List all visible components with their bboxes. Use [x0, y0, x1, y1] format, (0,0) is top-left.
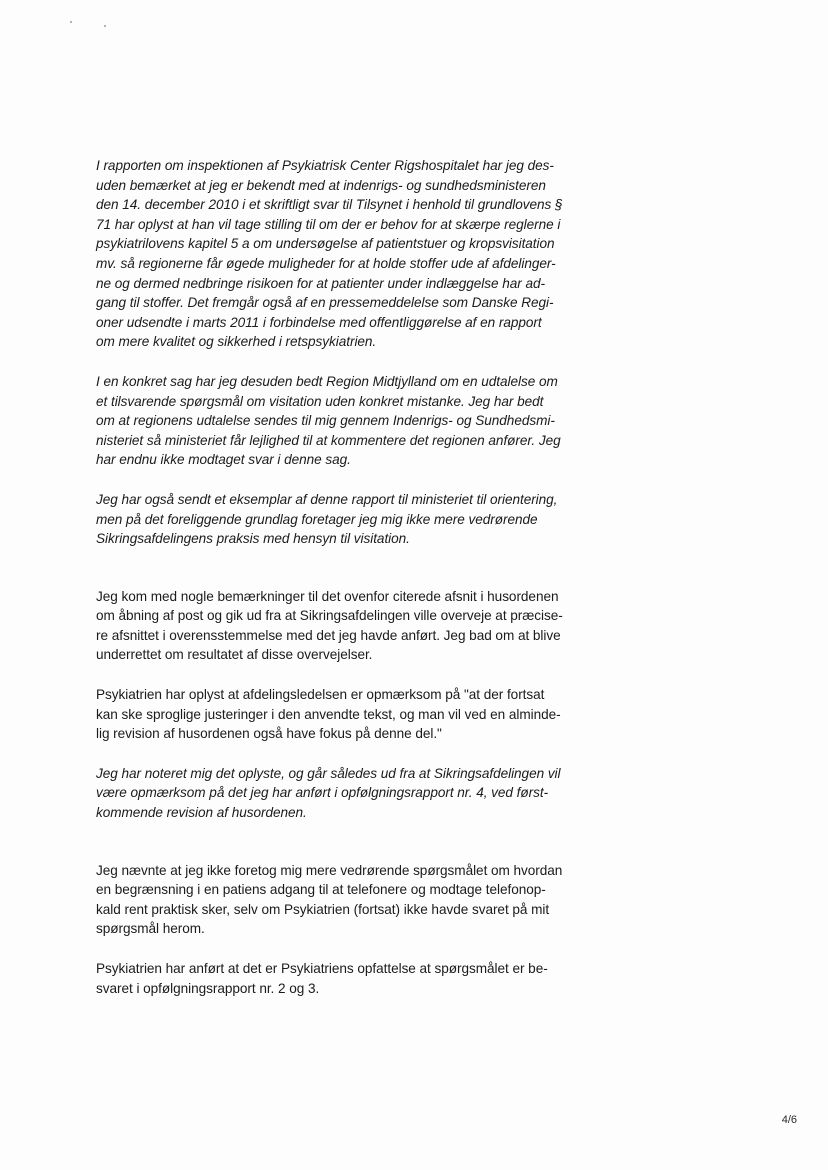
paragraph-mail-remarks: Jeg kom med nogle bemærkninger til det ovenfor citerede afsnit i husordenen om åbning af post og gik ud fra at Sikringsafdelingen ville overveje at præcise- re afsnittet i overensstemmelse med det jeg havde anført. Jeg bad om at blive underrettet om resultatet af disse overvejelser.: [96, 588, 563, 663]
scan-speck: [70, 21, 72, 23]
paragraph-psychiatry-response: Psykiatrien har oplyst at afdelingsledelsen er opmærksom på "at der fortsat kan ske sproglige justeringer i den anvendte tekst, og man vil ved en alminde- lig revision af husordenen også have fokus på denne del.": [96, 687, 561, 742]
paragraph-followup-answered: Psykiatrien har anført at det er Psykiatriens opfattelse at spørgsmålet er be- svaret i opfølgningsrapport nr. 2 og 3.: [96, 961, 548, 996]
paragraph-region-midtjylland: I en konkret sag har jeg desuden bedt Region Midtjylland om en udtalelse om et tilsvarende spørgsmål om visitation uden konkret mistanke. Jeg har bedt om at regionens udtalelse sendes til mig gennem Indenrigs- og Sundhedsmi- nisteriet så ministeriet får lejlighed til at kommentere det regionen anfører. Jeg har endnu ikke modtaget svar i denne sag.: [96, 373, 561, 468]
page-number: 4/6: [781, 1114, 797, 1126]
paragraph-report-sent: Jeg har også sendt et eksemplar af denne rapport til ministeriet til orientering, men på det foreliggende grundlag foretager jeg mig ikke mere vedrørende Sikringsafdelingens praksis med hensyn til visitation.: [96, 491, 558, 547]
paragraph-telephone: Jeg nævnte at jeg ikke foretog mig mere vedrørende spørgsmålet om hvordan en begrænsning i en patiens adgang til at telefonere og modtage telefonop- kald rent praktisk sker, selv om Psykiatrien (fortsat) ikke havde svaret på mit spørgsmål herom.: [96, 862, 563, 937]
paragraph-noted: Jeg har noteret mig det oplyste, og går således ud fra at Sikringsafdelingen vil være opmærksom på det jeg har anført i opfølgningsrapport nr. 4, ved først- kommende revision af husordenen.: [96, 765, 561, 821]
scan-speck: [104, 25, 106, 27]
paragraph-ministry-statement: I rapporten om inspektionen af Psykiatrisk Center Rigshospitalet har jeg des- uden bemærket at jeg er bekendt med at indenrigs- og sundhedsministeren den 14. december 2010 i et skriftligt svar til Tilsynet i henhold til grundlovens § 71 har oplyst at han vil tage stilling til om der er behov for at skærpe reglerne i psykiatrilovens kapitel 5 a om undersøgelse af patientstuer og kropsvisitation mv. så regionerne får øgede muligheder for at holde stoffer ude af afdelinger- ne og dermed nedbringe risikoen for at patienter under indlæggelse har ad- gang til stoffer. Det fremgår også af en pressemeddelelse som Danske Regi- oner udsendte i marts 2011 i forbindelse med offentliggørelse af en rapport om mere kvalitet og sikkerhed i retspsykiatrien.: [96, 158, 563, 350]
document-body: [96, 156, 588, 998]
